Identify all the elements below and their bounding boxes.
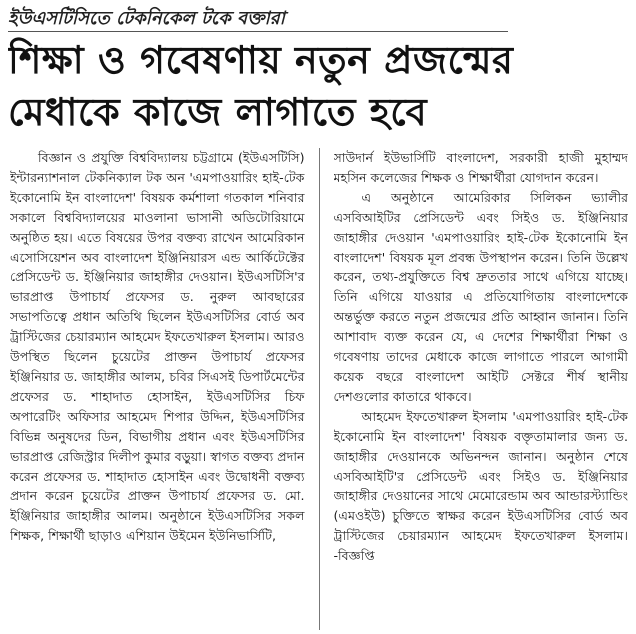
article-body xyxy=(10,148,628,630)
article-paragraph: এ অনুষ্ঠানে আমেরিকার সিলিকন ভ্যালীর এসবিআইটির প্রেসিডেন্ট এবং সিইও ড. ইঞ্জিনিয়ার জাহাঙ্গীর দেওয়ান 'এমপাওয়ারিং হাই-টেক ইকোনোমি ইন বাংলাদেশ' বিষয়ক মূল প্রবন্ধ উপস্থাপন করেন। তিনি উল্লেখ করেন, তথ্য-প্রযুক্তিতে বিশ্ব দ্রুততার সাথে এগিয়ে যাচ্ছে। তিনি এগিয়ে যাওয়ার এ প্রতিযোগিতায় বাংলাদেশকে অন্তর্ভুক্ত করতে নতুন প্রজন্মের প্রতি আহ্বান জানান। তিনি আশাবাদ ব্যক্ত করেন যে, এ দেশের শিক্ষার্থীরা শিক্ষা ও গবেষণায় তাদের মেধাকে কাজে লাগাতে পারলে আগামী কয়েক বছরে বাংলাদেশ আইটি সেক্টরে শীর্ষ স্থানীয় দেশগুলোর কাতারে থাকবে। xyxy=(333,189,628,404)
article-column-left xyxy=(10,148,305,630)
column-divider xyxy=(319,148,320,630)
headline-line-1: শিক্ষা ও গবেষণায় নতুন প্রজন্মের xyxy=(8,38,514,82)
headline-line-2: মেধাকে কাজে লাগাতে হবে xyxy=(8,90,428,134)
article-column-right xyxy=(334,148,629,630)
kicker-divider xyxy=(8,31,508,32)
kicker-line: ইউএসটিসিতে টেকনিকেল টকে বক্তারা xyxy=(8,8,285,29)
article-paragraph: আহমেদ ইফতেখারুল ইসলাম 'এমপাওয়ারিং হাই-টেক ইকোনোমি ইন বাংলাদেশ' বিষয়ক বক্তৃতামালার জন্য ড. জাহাঙ্গীর দেওয়ানকে অভিনন্দন জানান। অনুষ্ঠান শেষে এসবিআইটি'র প্রেসিডেন্ট এবং সিইও ড. ইঞ্জিনিয়ার জাহাঙ্গীর দেওয়ানের সাথে মেমোরেন্ডাম অব আন্ডারস্ট্যান্ডিং (এমওইউ) চুক্তিতে স্বাক্ষর করেন ইউএসটিসির বোর্ড অব ট্রাস্টিজের চেয়ারম্যান আহমেদ ইফতেখারুল ইসলাম। -বিজ্ঞপ্তি xyxy=(333,408,628,564)
article-paragraph: সাউদার্ন ইউভার্সিটি বাংলাদেশ, সরকারী হাজী মুহাম্মদ মহসিন কলেজের শিক্ষক ও শিক্ষার্থীরা যোগদান করেন। xyxy=(333,150,628,185)
headline xyxy=(8,34,628,138)
article-paragraph: বিজ্ঞান ও প্রযুক্তি বিশ্ববিদ্যালয় চট্টগ্রামে (ইউএসটিসি) ইন্টারন্যাশনাল টেকনিক্যাল টক অন 'এমপাওয়ারিং হাই-টেক ইকোনোমি ইন বাংলাদেশ' বিষয়ক কর্মশালা গতকাল শনিবার সকালে বিশ্ববিদ্যালয়ের মাওলানা ভাসানী অডিটোরিয়ামে অনুষ্ঠিত হয়। এতে বিষয়ের উপর বক্তব্য রাখেন আমেরিকান এসোসিয়েশন অব বাংলাদেশ ইঞ্জিনিয়ারস এন্ড আর্কিটেক্টের প্রেসিডেন্ট ড. ইঞ্জিনিয়ার জাহাঙ্গীর দেওয়ান। ইউএসটিসি'র ভারপ্রাপ্ত উপাচার্য প্রফেসর ড. নুরুল আবছারের সভাপতিত্বে প্রধান অতিথি ছিলেন ইউএসটিসির বোর্ড অব ট্রাস্টিজের চেয়ারম্যান আহমেদ ইফতেখারুল ইসলাম। আরও উপস্থিত ছিলেন চুয়েটের প্রাক্তন উপাচার্য প্রফেসর ইঞ্জিনিয়ার ড. জাহাঙ্গীর আলম, চবির সিএসই ডিপার্টমেন্টের প্রফেসর ড. শাহাদাত হোসাইন, ইউএসটিসির চিফ অপারেটিং অফিসার আহমেদ শিপার উদ্দিন, ইউএসটিসির বিভিন্ন অনুষদের ডিন, বিভাগীয় প্রধান এবং ইউএসটিসির ভারপ্রাপ্ত রেজিস্ট্রার দিলীপ কুমার বড়ুয়া। স্বাগত বক্তব্য প্রদান করেন প্রফেসর ড. শাহাদাত হোসাইন এবং উদ্বোধনী বক্তব্য প্রদান করেন চুয়েটের প্রাক্তন উপাচার্য প্রফেসর ড. মো. ইঞ্জিনিয়ার জাহাঙ্গীর আলম। অনুষ্ঠানে ইউএসটিসির সকল শিক্ষক, শিক্ষার্থী ছাড়াও এশিয়ান উইমেন ইউনিভার্সিটি, xyxy=(10,150,305,544)
